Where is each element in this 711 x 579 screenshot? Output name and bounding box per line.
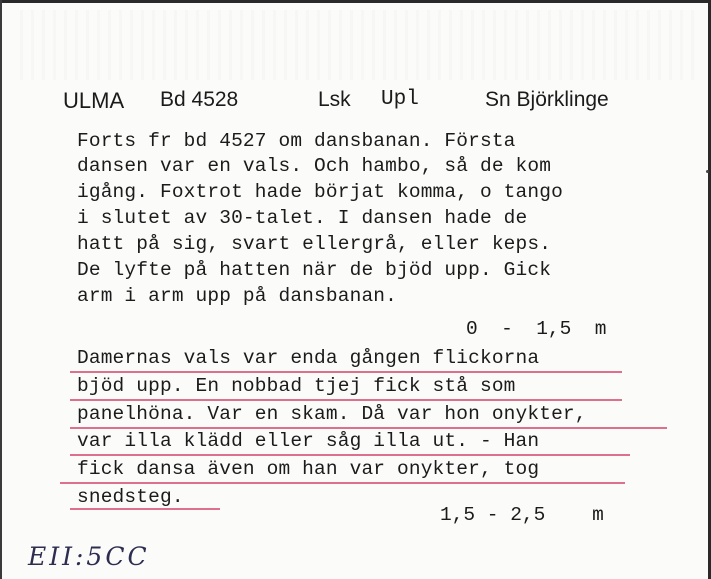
text-line: i slutet av 30-talet. I dansen hade de — [77, 207, 528, 229]
red-underline — [70, 508, 220, 510]
handwritten-archive-signum: EII:5CC — [28, 542, 150, 571]
text-line: arm i arm upp på dansbanan. — [77, 285, 398, 307]
text-line: igång. Foxtrot hade börjat komma, o tango — [77, 181, 563, 203]
text-line: dansen var en vals. Och hambo, så de kom — [77, 155, 552, 177]
text-line: snedsteg. — [77, 486, 184, 508]
bleed-through-texture — [20, 10, 700, 80]
red-underline — [60, 482, 625, 484]
text-line: Forts fr bd 4527 om dansbanan. Första — [77, 130, 516, 152]
red-underline — [70, 427, 667, 429]
text-line: fick dansa även om han var onykter, tog — [77, 458, 540, 480]
parish-name: Sn Björklinge — [485, 88, 609, 111]
card-border-top — [0, 0, 711, 3]
tape-range: 0 - 1,5 m — [466, 318, 607, 340]
red-underline — [70, 454, 630, 456]
province-code: Upl — [381, 88, 419, 111]
red-underline — [70, 371, 622, 373]
text-line: var illa klädd eller såg illa ut. - Han — [77, 430, 540, 452]
text-line: hatt på sig, svart ellergrå, eller keps. — [77, 233, 552, 255]
tape-range: 1,5 - 2,5 m — [440, 504, 604, 526]
volume-number: Bd 4528 — [160, 88, 239, 111]
card-border-left — [0, 0, 2, 579]
district-code: Lsk — [318, 88, 351, 111]
archive-code: ULMA — [63, 88, 125, 113]
text-line: De lyfte på hatten när de bjöd upp. Gick — [77, 259, 552, 281]
ink-dot — [706, 170, 709, 173]
text-line: Damernas vals var enda gången flickorna — [77, 347, 540, 369]
red-underline — [70, 399, 622, 401]
text-line: panelhöna. Var en skam. Då var hon onykter, — [77, 403, 587, 425]
text-line: bjöd upp. En nobbad tjej fick stå som — [77, 375, 516, 397]
